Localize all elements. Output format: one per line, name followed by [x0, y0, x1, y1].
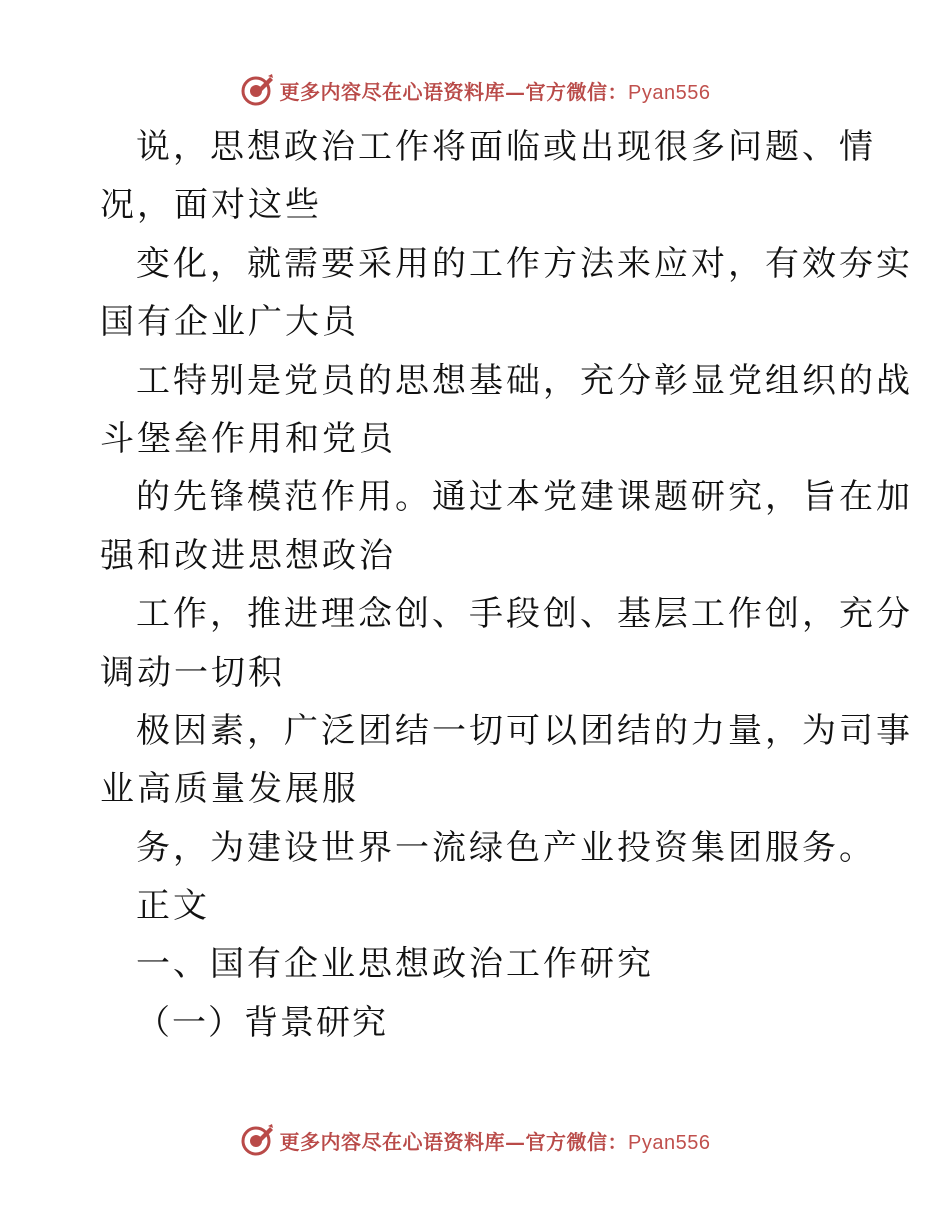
paragraph-line: 工特别是党员的思想基础，充分彰显党组织的战	[136, 360, 913, 401]
paragraph-line: 的先锋模范作用。通过本党建课题研究，旨在加	[136, 477, 913, 518]
footer-watermark	[0, 1120, 950, 1160]
paragraph-line: 斗堡垒作用和党员	[100, 418, 396, 459]
section-heading-1: 一、国有企业思想政治工作研究	[136, 944, 654, 985]
document-body	[100, 118, 913, 1052]
paragraph-line: 工作，推进理念创、手段创、基层工作创，充分	[136, 594, 913, 635]
paragraph-line: 调动一切积	[100, 652, 285, 693]
watermark-wechat-id: Pyan556	[628, 1131, 711, 1154]
pen-logo-icon	[240, 73, 274, 107]
watermark-text: 更多内容尽在心语资料库—官方微信：Pyan556	[279, 79, 711, 104]
paragraph-line: 况，面对这些	[100, 185, 322, 226]
section-heading-main: 正文	[136, 886, 210, 927]
paragraph-line: 变化，就需要采用的工作方法来应对，有效夯实	[136, 243, 913, 284]
paragraph-line: 极因素，广泛团结一切可以团结的力量，为司事	[136, 710, 913, 751]
subsection-heading-1-1: （一）背景研究	[136, 1002, 388, 1043]
watermark-text: 更多内容尽在心语资料库—官方微信：Pyan556	[279, 1129, 711, 1154]
pen-logo-icon	[240, 1123, 274, 1157]
paragraph-line: 国有企业广大员	[100, 302, 359, 343]
paragraph-line: 业高质量发展服	[100, 769, 359, 810]
header-watermark	[0, 70, 950, 110]
watermark-wechat-id: Pyan556	[628, 81, 711, 104]
paragraph-line: 务，为建设世界一流绿色产业投资集团服务。	[136, 827, 876, 868]
paragraph-line: 强和改进思想政治	[100, 535, 396, 576]
paragraph-line: 说，思想政治工作将面临或出现很多问题、情	[136, 127, 876, 167]
